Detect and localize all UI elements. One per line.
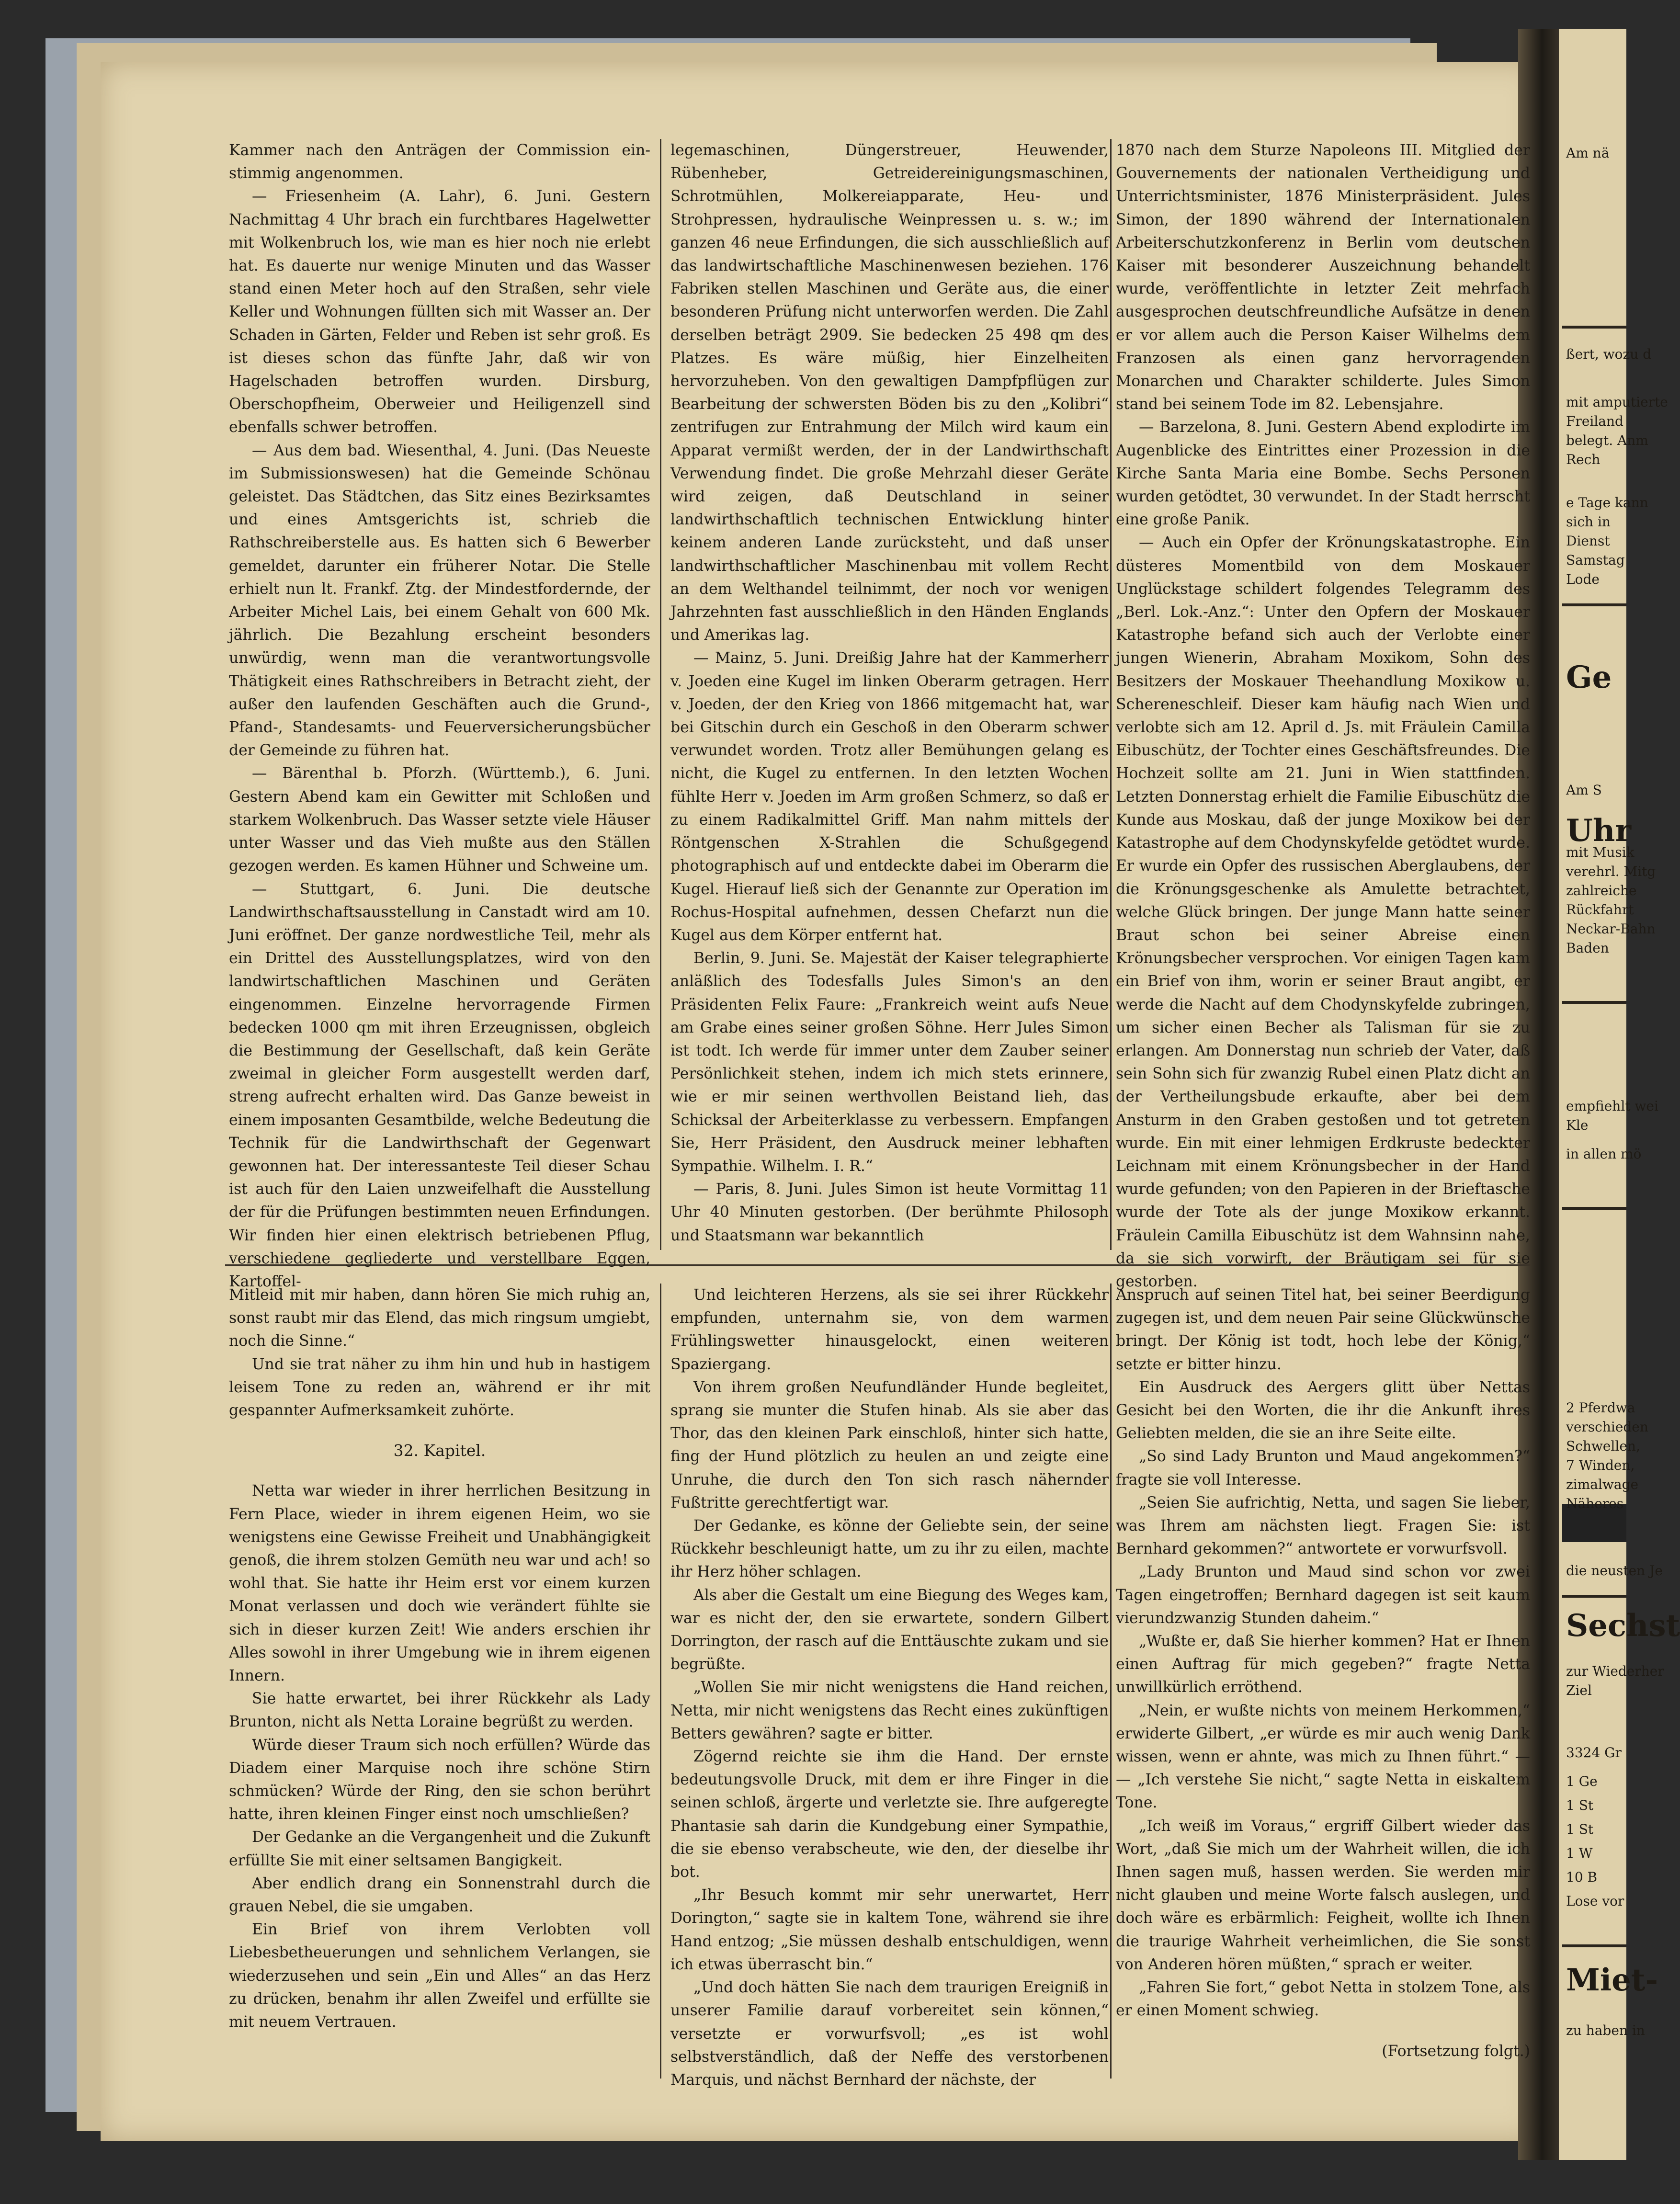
facing-page-text-fragment: 10 B: [1566, 1869, 1598, 1885]
paragraph: — Bärenthal b. Pforzh. (Württemb.), 6. Juni. Gestern Abend kam ein Gewitter mit Schloßen und starkem Wolkenbruch. Das Wasser setzte viele Häuser unter Wasser und das Vieh mußte aus den Ställen gezogen werden. Es kamen Hühner und Schweine um.: [229, 765, 650, 875]
facing-page-text-fragment: Am nä: [1566, 145, 1610, 161]
paragraph: Anspruch auf seinen Titel hat, bei seiner Beerdigung zugegen ist, und dem neuen Pair seine Glückwünsche bringt. Der König ist todt, hoch lebe der König,“ setzte er bitter hinzu.: [1116, 1286, 1530, 1373]
facing-page-text-fragment: Lose vor: [1566, 1893, 1624, 1909]
chapter-heading: 32. Kapitel.: [393, 1441, 486, 1460]
news-column-1: [229, 139, 650, 1290]
paragraph: Kammer nach den Anträgen der Commission ein-stimmig angenommen.: [229, 142, 650, 182]
facing-page-text-fragment: sich in: [1566, 514, 1611, 530]
paragraph: „Fahren Sie fort,“ gebot Netta in stolzem Tone, als er einen Moment schwieg.: [1116, 1979, 1530, 2020]
facing-page-text-fragment: 1 W: [1566, 1845, 1593, 1861]
paragraph: „Lady Brunton und Maud sind schon vor zwei Tagen eingetroffen; Bernhard dagegen ist seit kaum vierundzwanzig Stunden daheim.“: [1116, 1563, 1530, 1627]
paragraph: „Seien Sie aufrichtig, Netta, und sagen Sie lieber, was Ihrem am nächsten liegt. Fragen Sie: ist Bernhard gekommen?“ antwortete er vorwurfsvoll.: [1116, 1494, 1530, 1558]
facing-page-text-fragment: ßert, wozu d: [1566, 346, 1652, 362]
paragraph: Zögernd reichte sie ihm die Hand. Der ernste bedeutungsvolle Druck, mit dem er ihre Finger in die seinen schloß, ärgerte und verletzte sie. Ihre aufgeregte Phantasie sah darin die Kundgebung einer Sympathie, die sie ebenso verabscheute, wie den, der dieselbe ihr bot.: [670, 1748, 1109, 1881]
facing-page-rule: [1562, 1944, 1626, 1947]
facing-page-text-fragment: Sechst: [1566, 1608, 1680, 1644]
paragraph: legemaschinen, Düngerstreuer, Heuwender, Rübenheber, Getreidereinigungsmaschinen, Schrotmühlen, Molkereiapparate, Heu- und Strohpressen, hydraulische Weinpressen u. s. w.; im ganzen 46 neue Erfindungen, die sich ausschließlich auf das landwirtschaftliche Maschinenwesen beziehen. 176 Fabriken stellen Maschinen und Geräte aus, die einer besonderen Prüfung nicht unterworfen werden. Die Zahl derselben beträgt 2909. Sie bedecken 25 498 qm des Platzes. Es wäre müßig, hier Einzelheiten hervorzuheben. Von den gewaltigen Dampfpflügen zur Bearbeitung der schwersten Böden bis zu den „Kolibri“ zentrifugen zur Entrahmung der Milch wird kaum ein Apparat vermißt werden, der in der Landwirthschaft Verwendung findet. Die große Mehrzahl dieser Geräte wird zeigen, daß Deutschland in seiner landwirthschaftlich technischen Entwicklung hinter keinem anderen Lande zurücksteht, und daß unser landwirthschaftlicher Maschinenbau mit vollem Recht an dem Welthandel teilnimmt, der noch vor wenigen Jahrzehnten fast ausschließlich in den Händen Englands und Amerikas lag.: [670, 142, 1109, 644]
facing-page-text-fragment: Baden: [1566, 940, 1609, 956]
facing-page-text-fragment: Miet-: [1566, 1962, 1658, 1998]
facing-page-text-fragment: zu haben in: [1566, 2022, 1645, 2038]
paragraph: — Friesenheim (A. Lahr), 6. Juni. Gestern Nachmittag 4 Uhr brach ein furchtbares Hagelwetter mit Wolkenbruch los, wie man es hier noch nie erlebt hat. Es dauerte nur wenige Minuten und das Wasser stand einen Meter hoch auf den Straßen, sehr viele Keller und Wohnungen füllten sich mit Wasser an. Der Schaden in Gärten, Felder und Reben ist sehr groß. Es ist dieses schon das fünfte Jahr, daß wir von Hagelschaden betroffen wurden. Dirsburg, Oberschopfheim, Oberweier und Heiligenzell sind ebenfalls schwer betroffen.: [229, 188, 650, 436]
facing-page-text-fragment: empfiehlt wei: [1566, 1098, 1658, 1114]
paragraph: — Auch ein Opfer der Krönungskatastrophe. Ein düsteres Momentbild von dem Moskauer Unglückstage schildert folgendes Telegramm des „Berl. Lok.-Anz.“: Unter den Opfern der Moskauer Katastrophe befand sich auch der Verlobte einer jungen Wienerin, Abraham Moxikom, Sohn des Besitzers der Moskauer Theehandlung Moxikow u. Schereneschleif. Dieser kam häufig nach Wien und verlobte sich am 12. April d. Js. mit Fräulein Camilla Eibuschütz, der Tochter eines Geschäftsfreundes. Die Hochzeit sollte am 21. Juni in Wien stattfinden. Letzten Donnerstag erhielt die Familie Eibuschütz die Kunde aus Moskau, daß der junge Moxikow bei der Katastrophe auf dem Chodynskyfelde getödtet wurde. Er wurde ein Opfer des russischen Aberglaubens, der die Krönungsgeschenke als Amulette betrachtet, welche Glück bringen. Der junge Mann hatte seiner Braut schon bei seiner Abreise einen Krönungsbecher versprochen. Vor einigen Tagen kam ein Brief von ihm, worin er seiner Braut angibt, er werde die Nacht auf dem Chodynskyfelde zubringen, um sicher einen Becher als Talisman für sie zu erlangen. Am Donnerstag nun schrieb der Vater, daß sein Sohn sich für zwanzig Rubel einen Platz dicht an der Vertheilungsbude erkaufte, aber bei dem Ansturm in den Graben gestoßen und tot getreten wurde. Ein mit einer lehmigen Erdkruste bedeckter Leichnam mit einem Krönungsbecher in der Hand wurde gefunden; von den Papieren in der Brieftasche wurde der Tote als der junge Moxikow erkannt. Fräulein Camilla Eibuschütz ist dem Wahnsinn nahe, da sie sich vorwirft, der Bräutigam sei für sie gestorben.: [1116, 534, 1530, 1290]
facing-page-text-fragment: belegt. Anm: [1566, 432, 1648, 448]
facing-page-text-fragment: e Tage kann: [1566, 495, 1648, 511]
facing-page-text-fragment: Am S: [1566, 782, 1602, 798]
facing-page-text-fragment: in allen mö: [1566, 1146, 1642, 1162]
paragraph: 1870 nach dem Sturze Napoleons III. Mitglied der Gouvernements der nationalen Vertheidigung und Unterrichtsminister, 1876 Ministerpräsident. Jules Simon, der 1890 während der Internationalen Arbeiterschutzkonferenz in Berlin vom deutschen Kaiser mit besonderer Auszeichnung behandelt wurde, veröffentlichte in letzter Zeit mehrfach ausgesprochen deutschfreundliche Aufsätze in denen er vor allem auch die Person Kaiser Wilhelms dem Franzosen als einen ganz hervorragenden Monarchen und Charakter schilderte. Jules Simon stand bei seinem Tode im 82. Lebensjahre.: [1116, 142, 1530, 413]
facing-page-text-fragment: 1 Ge: [1566, 1773, 1598, 1789]
facing-page-text-fragment: Samstag: [1566, 552, 1625, 568]
facing-page-text-fragment: Neckar-Bahn: [1566, 921, 1656, 937]
serial-novel-column-3: [1116, 1284, 1530, 2079]
serial-novel-column-2: [670, 1284, 1109, 2089]
facing-page-text-fragment: 7 Winden,: [1566, 1457, 1635, 1473]
paragraph: Von ihrem großen Neufundländer Hunde begleitet, sprang sie munter die Stufen hinab. Als sie aber das Thor, das den kleinen Park einschloß, hinter sich hatte, fing der Hund plötzlich zu heulen an und zeigte eine Unruhe, die durch den Ton sich rasch nähernder Fußtritte gerechtfertigt war.: [670, 1378, 1109, 1511]
paragraph: — Paris, 8. Juni. Jules Simon ist heute Vormittag 11 Uhr 40 Minuten gestorben. (Der berühmte Philosoph und Staatsmann war bekanntlich: [670, 1181, 1109, 1244]
column-rule: [660, 1284, 661, 2079]
paragraph: — Barzelona, 8. Juni. Gestern Abend explodirte im Augenblicke des Eintrittes einer Prozession in die Kirche Santa Maria eine Bombe. Sechs Personen wurden getödtet, 30 verwundet. In der Stadt herrscht eine große Panik.: [1116, 419, 1530, 529]
paragraph: — Stuttgart, 6. Juni. Die deutsche Landwirthschaftsausstellung in Canstadt wird am 10. Juni eröffnet. Der ganze nordwestliche Teil, mehr als ein Drittel des Ausstellungsplatzes, wird von den landwirtschaftlichen Maschinen und Geräten eingenommen. Einzelne hervorragende Firmen bedecken 1000 qm mit ihren Erzeugnissen, obgleich die Bestimmung der Gesellschaft, daß kein Geräte zweimal in gleicher Form ausgestellt werden darf, streng aufrecht erhalten wird. Das Ganze beweist in einem imposanten Gesamtbilde, welche Bedeutung die Technik für die Landwirthschaft der Gegenwart gewonnen hat. Der interessanteste Teil dieser Schau ist auch für den Laien unzweifelhaft die Ausstellung der für die Prüfungen bestimmten neuen Erfindungen. Wir finden hier einen elektrisch betriebenen Pflug, verschiedene gegliederte und verstellbare Eggen, Kartoffel-: [229, 880, 650, 1290]
column-rule: [1110, 139, 1112, 1250]
facing-page-text-fragment: verehrl. Mitg: [1566, 863, 1656, 879]
serial-novel-column-1: [229, 1284, 650, 2079]
facing-page-text-fragment: Lode: [1566, 571, 1600, 587]
facing-page-text-fragment: 2 Pferdwa: [1566, 1400, 1635, 1416]
facing-page-text-fragment: zur Wiederher: [1566, 1663, 1664, 1679]
paragraph: Ein Ausdruck des Aergers glitt über Nettas Gesicht bei den Worten, die ihr die Ankunft ihres Geliebten melden, die sie an ihre Seite eilte.: [1116, 1378, 1530, 1443]
continuation-note: (Fortsetzung folgt.): [1382, 2042, 1530, 2060]
paragraph: Berlin, 9. Juni. Se. Majestät der Kaiser telegraphierte anläßlich des Todesfalls Jules Simon's an den Präsidenten Felix Faure: „Frankreich weint aufs Neue am Grabe eines seiner großen Söhne. Herr Jules Simon ist todt. Ich werde für immer unter dem Zauber seiner Persönlichkeit stehen, indem ich mich stets erinnere, wie er mir seinen werthvollen Beistand lieh, das Schicksal der Arbeiterklasse zu verbessern. Empfangen Sie, Herr Präsident, den Ausdruck meiner lebhaften Sympathie. Wilhelm. I. R.“: [670, 950, 1109, 1175]
facing-page-text-fragment: die neusten Je: [1566, 1563, 1663, 1579]
facing-page-text-fragment: Uhr: [1566, 813, 1632, 849]
paragraph: Als aber die Gestalt um eine Biegung des Weges kam, war es nicht der, den sie erwartete, sondern Gilbert Dorrington, der rasch auf die Enttäuschte zukam und sie begrüßte.: [670, 1586, 1109, 1673]
facing-page-text-fragment: zahlreiche: [1566, 883, 1637, 898]
paragraph: Ein Brief von ihrem Verlobten voll Liebesbetheuerungen und sehnlichem Verlangen, sie wiederzusehen und sein „Ein und Alles“ an das Herz zu drücken, benahm ihr allen Zweifel und erfüllte sie mit neuem Vertrauen.: [229, 1921, 650, 2031]
facing-page-text-fragment: Kle: [1566, 1117, 1589, 1133]
facing-page-text-fragment: mit amputierte: [1566, 394, 1668, 410]
facing-page-rule: [1562, 1207, 1626, 1210]
facing-page-text-fragment: Ge: [1566, 659, 1612, 695]
facing-page-text-fragment: Rückfahrt: [1566, 902, 1634, 918]
paragraph: Würde dieser Traum sich noch erfüllen? Würde das Diadem einer Marquise noch ihre schöne Stirn schmücken? Würde der Ring, den sie schon berührt hatte, ihren kleinen Finger einst noch umschließen?: [229, 1736, 650, 1823]
facing-page-rule: [1562, 1001, 1626, 1004]
paragraph: Aber endlich drang ein Sonnenstrahl durch die grauen Nebel, die sie umgaben.: [229, 1875, 650, 1916]
facing-page-text-fragment: 1 St: [1566, 1797, 1594, 1813]
facing-page-text-fragment: Ziel: [1566, 1682, 1592, 1698]
facing-page-text-fragment: Freiland: [1566, 413, 1623, 429]
paragraph: „Und doch hätten Sie nach dem traurigen Ereigniß in unserer Familie darauf vorbereitet sein können,“ versetzte er vorwurfsvoll; „es ist wohl selbstverständlich, daß der Neffe des verstorbenen Marquis, und nächst Bernhard der nächste, der: [670, 1979, 1109, 2089]
facing-page-text-fragment: mit Musik: [1566, 844, 1635, 860]
paragraph: „Ich weiß im Voraus,“ ergriff Gilbert wieder das Wort, „daß Sie mich um der Wahrheit willen, die ich Ihnen sagen muß, hassen werden. Sie werden mir nicht glauben und meine Worte falsch auslegen, und doch wäre es erbärmlich: Feigheit, wollte ich Ihnen die traurige Wahrheit verheimlichen, die Sie sonst von Anderen hören müßten,“ sprach er weiter.: [1116, 1817, 1530, 1973]
facing-page-text-fragment: Näheres: [1566, 1496, 1624, 1511]
paragraph: „Nein, er wußte nichts von meinem Herkommen,“ erwiderte Gilbert, „er würde es mir auch wenig Dank wissen, wenn er ahnte, was mich zu Ihnen führt.“ — — „Ich verstehe Sie nicht,“ sagte Netta in eiskaltem Tone.: [1116, 1702, 1530, 1812]
paragraph: Und leichteren Herzens, als sie sei ihrer Rückkehr empfunden, unternahm sie, von dem warmen Frühlingswetter hinausgelockt, einen weiteren Spaziergang.: [670, 1286, 1109, 1373]
paragraph: „Wollen Sie mir nicht wenigstens die Hand reichen, Netta, mir nicht wenigstens das Recht eines zukünftigen Betters gewähren? sagte er bitter.: [670, 1679, 1109, 1742]
paragraph: — Mainz, 5. Juni. Dreißig Jahre hat der Kammerherr v. Joeden eine Kugel im linken Oberarm getragen. Herr v. Joeden, der den Krieg von 1866 mitgemacht hat, war bei Gitschin durch ein Geschoß in den Oberarm schwer verwundet worden. Trotz aller Bemühungen gelang es nicht, die Kugel zu entfernen. In den letzten Wochen fühlte Herr v. Joeden im Arm großen Schmerz, so daß er zu einem Radikalmittel Griff. Man nahm mittels der Röntgenschen X-Strahlen die Schußgegend photographisch auf und entdeckte dabei im Oberarm die Kugel. Hierauf ließ sich der Genannte zur Operation im Rochus-Hospital aufnehmen, dessen Chefarzt nun die Kugel aus dem Körper entfernt hat.: [670, 649, 1109, 944]
paragraph: Und sie trat näher zu ihm hin und hub in hastigem leisem Tone zu reden an, während er ihr mit gespannter Aufmerksamkeit zuhörte.: [229, 1355, 650, 1420]
facing-page-text-fragment: Dienst: [1566, 533, 1610, 549]
facing-page-text-fragment: 3324 Gr: [1566, 1745, 1622, 1761]
facing-page-text-fragment: 1 St: [1566, 1821, 1594, 1837]
paragraph: „Ihr Besuch kommt mir sehr unerwartet, Herr Dorington,“ sagte sie in kaltem Tone, während sie ihre Hand entzog; „Sie müssen deshalb entschuldigen, wenn ich etwas überrascht bin.“: [670, 1886, 1109, 1973]
facing-page-rule: [1562, 326, 1626, 329]
paragraph: Sie hatte erwartet, bei ihrer Rückkehr als Lady Brunton, nicht als Netta Loraine begrüßt zu werden.: [229, 1690, 650, 1731]
facing-page-rule: [1562, 1595, 1626, 1598]
paragraph: Netta war wieder in ihrer herrlichen Besitzung in Fern Place, wieder in ihrem eigenen Heim, wo sie wenigstens eine Gewisse Freiheit und Unabhängigkeit genoß, die ihrem stolzen Gemüth neu war und ach! so wohl that. Sie hatte ihr Heim erst vor einem kurzen Monat verlassen und doch wie verändert fühlte sie sich in dieser kurzen Zeit! Wie anders erschien ihr Alles sowohl in ihrer Umgebung wie in ihrem eigenen Innern.: [229, 1482, 650, 1685]
column-rule: [1110, 1284, 1112, 2079]
facing-page-rule: [1562, 603, 1626, 606]
paragraph: „So sind Lady Brunton und Maud angekommen?“ fragte sie voll Interesse.: [1116, 1448, 1530, 1488]
paragraph: Der Gedanke an die Vergangenheit und die Zukunft erfüllte Sie mit einer seltsamen Bangigkeit.: [229, 1829, 650, 1869]
column-rule: [660, 139, 661, 1250]
paragraph: „Wußte er, daß Sie hierher kommen? Hat er Ihnen einen Auftrag für mich gegeben?“ fragte Netta unwillkürlich erröthend.: [1116, 1633, 1530, 1696]
paragraph: — Aus dem bad. Wiesenthal, 4. Juni. (Das Neueste im Submissionswesen) hat die Gemeinde Schönau geleistet. Das Städtchen, das Sitz eines Bezirksamtes und eines Amtsgerichts ist, schrieb die Rathschreiberstelle aus. Es hatten sich 6 Bewerber gemeldet, darunter ein früherer Notar. Die Stelle erhielt nun lt. Frankf. Ztg. der Mindestfordernde, der Arbeiter Michel Lais, bei einem Gehalt von 600 Mk. jährlich. Die Bezahlung erscheint besonders unwürdig, wenn man die verantwortungsvolle Thätigkeit eines Rathschreibers in Betracht zieht, der außer den laufenden Geschäften auch die Grund-, Pfand-, Standesamts- und Feuerversicherungsbücher der Gemeinde zu führen hat.: [229, 442, 650, 760]
paragraph: Der Gedanke, es könne der Geliebte sein, der seine Rückkehr beschleunigt hatte, um zu ihr zu eilen, machte ihr Herz höher schlagen.: [670, 1517, 1109, 1581]
facing-page-text-fragment: Schwellen,: [1566, 1438, 1640, 1454]
paragraph: Mitleid mit mir haben, dann hören Sie mich ruhig an, sonst raubt mir das Elend, das mich ringsum umgiebt, noch die Sinne.“: [229, 1286, 650, 1350]
facing-page-text-fragment: Rech: [1566, 452, 1601, 467]
facing-page-text-fragment: zimalwage: [1566, 1477, 1639, 1492]
news-column-3: [1116, 139, 1530, 1290]
news-column-2: [670, 139, 1109, 1250]
facing-page-text-fragment: verschieden: [1566, 1419, 1648, 1435]
